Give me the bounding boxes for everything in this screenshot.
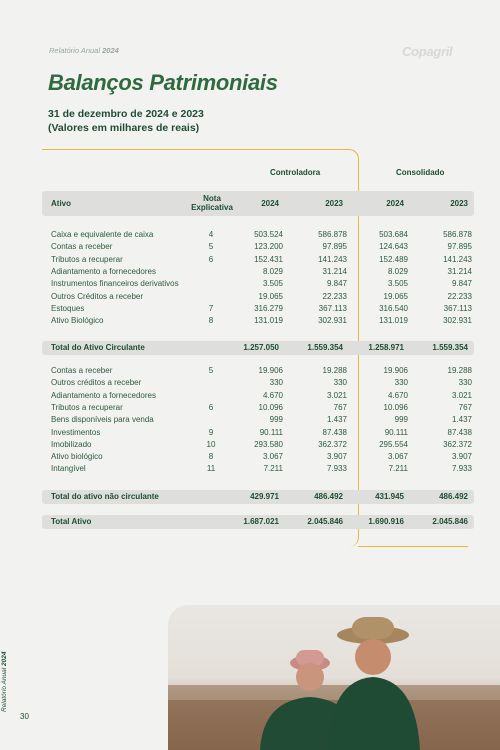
page-number: 30	[20, 712, 29, 721]
total-assets	[42, 515, 474, 529]
total-label: Total do Ativo Circulante	[51, 343, 145, 352]
table-row	[51, 242, 472, 254]
row-cons-2023: 141.243	[443, 254, 472, 264]
table-row	[51, 427, 472, 440]
col-cons-2023: 2023	[450, 199, 468, 208]
total-label: Total do ativo não circulante	[51, 492, 159, 501]
total-ctrl-2023: 1.559.354	[307, 343, 343, 352]
row-ctrl-2023: 3.907	[326, 452, 347, 462]
row-note: 6	[208, 402, 214, 412]
row-cons-2024: 330	[394, 378, 408, 388]
page-title: Balanços Patrimoniais	[48, 70, 278, 95]
total-current-assets	[42, 341, 474, 355]
row-ctrl-2024: 316.279	[254, 303, 283, 313]
row-label: Outros Créditos a receber	[51, 291, 144, 301]
row-label: Caixa e equivalente de caixa	[51, 230, 154, 239]
row-cons-2024: 503.684	[379, 230, 408, 239]
table-row	[51, 366, 472, 378]
row-cons-2023: 362.372	[443, 439, 472, 449]
row-label: Tributos a recuperar	[51, 254, 123, 264]
table-header	[42, 191, 474, 216]
row-ctrl-2023: 19.288	[322, 366, 347, 375]
row-ctrl-2023: 22.233	[322, 291, 347, 301]
copagril-logo: Copagril	[402, 44, 453, 59]
row-cons-2023: 19.288	[447, 366, 472, 375]
table-row	[51, 464, 472, 476]
total-ctrl-2023: 2.045.846	[307, 517, 343, 526]
row-cons-2023: 330	[458, 378, 472, 388]
row-ctrl-2023: 1.437	[326, 415, 347, 425]
row-cons-2023: 302.931	[443, 316, 472, 326]
row-ctrl-2024: 19.906	[258, 366, 283, 375]
row-label: Investimentos	[51, 427, 101, 437]
row-ctrl-2023: 9.847	[326, 279, 347, 289]
table-row	[51, 452, 472, 464]
col-ativo: Ativo	[51, 199, 71, 208]
total-noncurrent-assets	[42, 490, 474, 504]
row-label: Estoques	[51, 303, 85, 313]
row-ctrl-2024: 90.111	[259, 427, 283, 437]
row-note: 8	[208, 316, 214, 326]
table-row	[51, 439, 472, 452]
row-note: 11	[206, 464, 216, 474]
row-note: 7	[208, 303, 214, 313]
row-note: 9	[208, 427, 214, 437]
row-label: Bens disponíveis para venda	[51, 415, 154, 425]
total-cons-2024: 431.945	[375, 492, 404, 501]
group-consolidado: Consolidado	[396, 168, 445, 177]
row-ctrl-2023: 97.895	[322, 242, 347, 252]
row-ctrl-2024: 503.524	[254, 230, 283, 239]
table-row	[51, 303, 472, 316]
row-cons-2023: 767	[458, 402, 472, 412]
table-row	[51, 316, 472, 328]
row-ctrl-2023: 767	[333, 402, 347, 412]
col-nota-line2: Explicativa	[191, 203, 233, 212]
row-cons-2024: 7.211	[388, 464, 408, 474]
row-ctrl-2024: 123.200	[254, 242, 283, 252]
row-cons-2023: 3.907	[451, 452, 472, 462]
row-ctrl-2023: 7.933	[326, 464, 347, 474]
row-note: 8	[208, 452, 214, 462]
row-cons-2024: 19.065	[383, 291, 408, 301]
row-cons-2024: 131.019	[379, 316, 408, 326]
total-cons-2024: 1.690.916	[368, 517, 404, 526]
row-cons-2023: 9.847	[451, 279, 472, 289]
row-label: Outros créditos a receber	[51, 378, 142, 388]
row-label: Contas a receber	[51, 366, 113, 375]
row-label: Contas a receber	[51, 242, 113, 252]
total-ctrl-2024: 1.687.021	[243, 517, 279, 526]
row-cons-2024: 295.554	[379, 439, 408, 449]
table-row	[51, 254, 472, 267]
report-header: Relatório Anual 2024	[49, 46, 119, 55]
row-cons-2024: 90.111	[384, 427, 408, 437]
row-cons-2024: 152.489	[379, 254, 408, 264]
table-row	[51, 279, 472, 291]
row-note: 6	[208, 254, 214, 264]
total-cons-2023: 1.559.354	[432, 343, 468, 352]
row-ctrl-2023: 367.113	[318, 303, 347, 313]
table-row	[51, 291, 472, 304]
row-ctrl-2023: 3.021	[326, 390, 347, 400]
row-cons-2024: 3.067	[387, 452, 408, 462]
row-ctrl-2023: 141.243	[318, 254, 347, 264]
table-row	[51, 415, 472, 427]
table-row	[51, 230, 472, 242]
frame-bottom-line	[358, 546, 468, 547]
page-subtitle	[48, 108, 204, 135]
row-cons-2023: 586.878	[443, 230, 472, 239]
row-ctrl-2024: 3.067	[262, 452, 283, 462]
row-cons-2024: 3.505	[387, 279, 408, 289]
col-cons-2024: 2024	[386, 199, 404, 208]
total-ctrl-2024: 1.257.050	[243, 343, 279, 352]
total-cons-2023: 486.492	[439, 492, 468, 501]
total-ctrl-2023: 486.492	[314, 492, 343, 501]
row-cons-2024: 124.643	[379, 242, 408, 252]
row-note: 10	[206, 439, 216, 449]
row-ctrl-2024: 10.096	[258, 402, 283, 412]
row-cons-2023: 367.113	[443, 303, 472, 313]
row-cons-2024: 999	[394, 415, 408, 425]
table-row	[51, 266, 472, 279]
row-note: 5	[208, 366, 214, 375]
farmers-illustration	[168, 605, 500, 750]
row-cons-2023: 22.233	[447, 291, 472, 301]
row-note: 4	[208, 230, 214, 239]
row-cons-2024: 316.540	[379, 303, 408, 313]
row-cons-2024: 19.906	[383, 366, 408, 375]
row-ctrl-2023: 87.438	[322, 427, 347, 437]
row-label: Intangível	[51, 464, 86, 474]
side-report-label: Relatório Anual 2024	[1, 651, 8, 712]
row-ctrl-2023: 586.878	[318, 230, 347, 239]
total-label: Total Ativo	[51, 517, 92, 526]
row-ctrl-2023: 31.214	[322, 266, 347, 276]
row-ctrl-2024: 131.019	[254, 316, 283, 326]
row-note: 5	[208, 242, 214, 252]
table-row	[51, 402, 472, 415]
row-label: Ativo Biológico	[51, 316, 104, 326]
row-cons-2024: 10.096	[383, 402, 408, 412]
row-cons-2023: 87.438	[447, 427, 472, 437]
col-nota-line1: Nota	[203, 194, 221, 203]
row-ctrl-2024: 293.580	[254, 439, 283, 449]
row-label: Instrumentos financeiros derivativos	[51, 279, 179, 289]
subtitle-units: (Valores em milhares de reais)	[48, 121, 200, 134]
table-row	[51, 378, 472, 390]
row-ctrl-2024: 999	[269, 415, 283, 425]
table-row	[51, 390, 472, 403]
row-cons-2024: 4.670	[387, 390, 408, 400]
row-cons-2024: 8.029	[387, 266, 408, 276]
total-ctrl-2024: 429.971	[250, 492, 279, 501]
col-ctrl-2023: 2023	[325, 199, 343, 208]
row-cons-2023: 97.895	[447, 242, 472, 252]
row-ctrl-2023: 362.372	[318, 439, 347, 449]
group-controladora: Controladora	[270, 168, 321, 177]
col-ctrl-2024: 2024	[261, 199, 279, 208]
row-ctrl-2024: 8.029	[262, 266, 283, 276]
row-cons-2023: 7.933	[451, 464, 472, 474]
row-ctrl-2024: 3.505	[262, 279, 283, 289]
row-label: Adiantamento a fornecedores	[51, 266, 156, 276]
row-cons-2023: 31.214	[447, 266, 472, 276]
total-cons-2023: 2.045.846	[432, 517, 468, 526]
row-label: Imobilizado	[51, 439, 92, 449]
row-label: Adiantamento a fornecedores	[51, 390, 156, 400]
row-cons-2023: 3.021	[451, 390, 472, 400]
row-ctrl-2023: 330	[333, 378, 347, 388]
row-cons-2023: 1.437	[451, 415, 472, 425]
row-ctrl-2024: 330	[269, 378, 283, 388]
col-nota	[186, 194, 238, 212]
subtitle-date: 31 de dezembro de 2024 e 2023	[48, 108, 204, 120]
row-label: Ativo biológico	[51, 452, 103, 462]
row-ctrl-2024: 4.670	[262, 390, 283, 400]
total-cons-2024: 1.258.971	[368, 343, 404, 352]
row-ctrl-2024: 19.065	[258, 291, 283, 301]
row-ctrl-2024: 152.431	[254, 254, 283, 264]
row-ctrl-2024: 7.211	[263, 464, 283, 474]
farmers-photo	[168, 605, 500, 750]
row-label: Tributos a recuperar	[51, 402, 123, 412]
row-ctrl-2023: 302.931	[318, 316, 347, 326]
